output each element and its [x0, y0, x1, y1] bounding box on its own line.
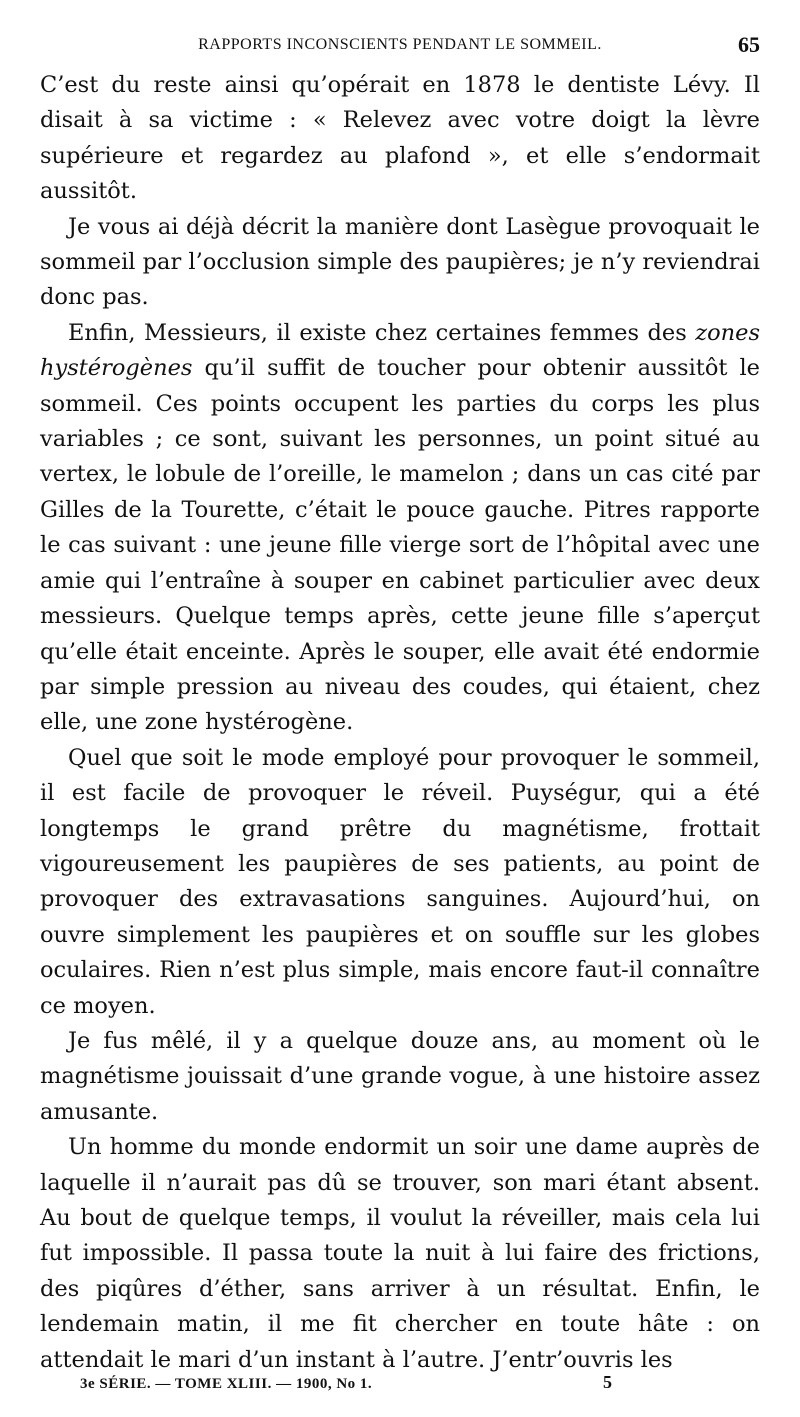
sheet-number: 5: [603, 1372, 612, 1392]
page-number: 65: [738, 32, 760, 57]
paragraph-4: Quel que soit le mode employé pour provoquer le sommeil, il est facile de provoquer le réveil. Puységur, qui a été longtemps le grand prêtre du magnétisme, frottait vigoureusement les paupières de ses patients, au point de provoquer des extravasations sanguines. Aujourd’hui, on ouvre simplement les paupières et on souffle sur les globes oculaires. Rien n’est plus simple, mais encore faut-il connaître ce moyen.: [40, 744, 760, 1019]
paragraph-3-rest: qu’il suffit de toucher pour obtenir aussitôt le sommeil. Ces points occupent les parties du corps les plus variables ; ce sont, suivant les personnes, un point situé au vertex, le lobule de l’oreille, le mamelon ; dans un cas cité par Gilles de la Tourette, c’était le pouce gauche. Pitres rapporte le cas suivant : une jeune fille vierge sort de l’hôpital avec une amie qui l’entraîne à souper en cabinet particulier avec deux messieurs. Quelque temps après, cette jeune fille s’aperçut qu’elle était enceinte. Après le souper, elle avait été endormie par simple pression au niveau des coudes, qui étaient, chez elle, une zone hystérogène.: [40, 355, 760, 736]
running-head: [40, 32, 760, 62]
paragraph-5: Je fus mêlé, il y a quelque douze ans, au moment où le magnétisme jouissait d’une grande vogue, à une histoire assez amusante.: [40, 1027, 760, 1125]
body-text: [40, 68, 760, 1378]
paragraph-3-start: Enfin, Messieurs, il existe chez certaines femmes des: [68, 319, 696, 346]
paragraph-2: Je vous ai déjà décrit la manière dont Lasègue provoquait le sommeil par l’occlusion simple des paupières; je n’y reviendrai donc pas.: [40, 213, 760, 311]
paragraph-1: C’est du reste ainsi qu’opérait en 1878 le dentiste Lévy. Il disait à sa victime : « Relevez avec votre doigt la lèvre supérieure et regardez au plafond », et elle s’endormait aussitôt.: [40, 72, 760, 205]
emphasized-term: zones hystérogènes: [40, 319, 760, 382]
printer-signature: 3e SÉRIE. — TOME XLIII. — 1900, No 1.: [80, 1376, 373, 1392]
running-title: RAPPORTS INCONSCIENTS PENDANT LE SOMMEIL.: [198, 36, 602, 53]
paragraph-6: Un homme du monde endormit un soir une dame auprès de laquelle il n’aurait pas dû se trouver, son mari étant absent. Au bout de quelque temps, il voulut la réveiller, mais cela lui fut impossible. Il passa toute la nuit à lui faire des frictions, des piqûres d’éther, sans arriver à un résultat. Enfin, le lendemain matin, il me fit chercher en toute hâte : on attendait le mari d’un instant à l’autre. J’entr’ouvris les: [40, 1134, 760, 1373]
page-footer: [40, 1372, 760, 1400]
paragraph-3: [40, 316, 760, 741]
